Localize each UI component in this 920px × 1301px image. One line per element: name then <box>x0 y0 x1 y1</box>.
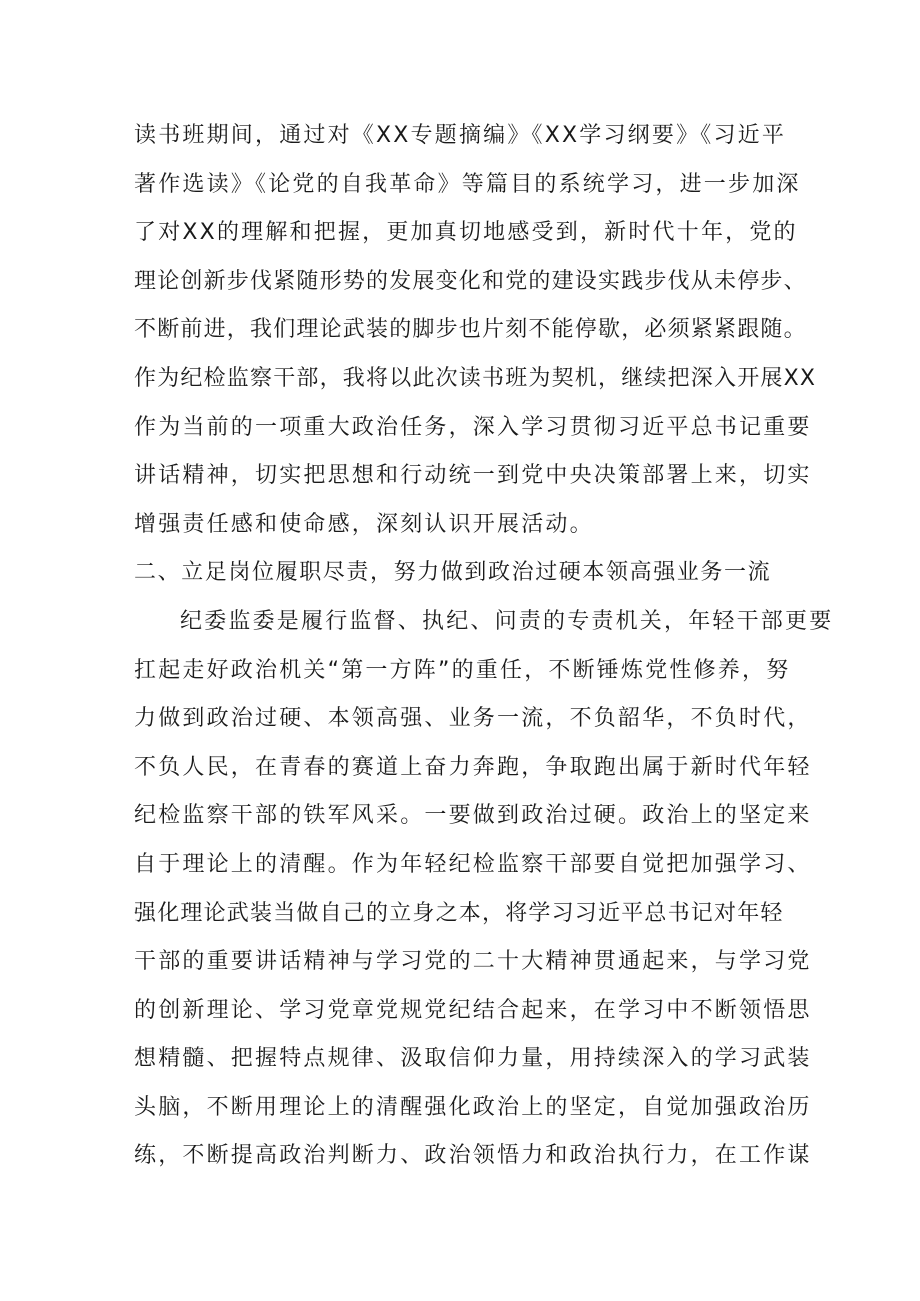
text-line: 想精髓、把握特点规律、汲取信仰力量，用持续深入的学习武装 <box>134 1046 812 1072</box>
text-line: 不断前进，我们理论武装的脚步也片刻不能停歇，必须紧紧跟随。 <box>134 317 807 343</box>
text-line: 理论创新步伐紧随形势的发展变化和党的建设实践步伐从未停步、 <box>134 268 807 294</box>
text-line: 增强责任感和使命感，深刻认识开展活动。 <box>134 511 594 537</box>
section-heading: 二、立足岗位履职尽责，努力做到政治过硬本领高强业务一流 <box>134 560 772 586</box>
text-line: 强化理论武装当做自己的立身之本，将学习习近平总书记对年轻 <box>134 900 784 926</box>
text-line: 不负人民，在青春的赛道上奋力奔跑，争取跑出属于新时代年轻 <box>134 754 812 780</box>
text-line: 讲话精神，切实把思想和行动统一到党中央决策部署上来，切实 <box>134 463 812 489</box>
text-line: 作为纪检监察干部，我将以此次读书班为契机，继续把深入开展XX <box>134 365 817 391</box>
text-line: 著作选读》《论党的自我革命》等篇目的系统学习，进一步加深 <box>134 171 801 197</box>
text-line: 力做到政治过硬、本领高强、业务一流，不负韶华，不负时代， <box>134 706 812 732</box>
text-line: 作为当前的一项重大政治任务，深入学习贯彻习近平总书记重要 <box>134 414 812 440</box>
text-line: 读书班期间，通过对《XX专题摘编》《XX学习纲要》《习近平 <box>134 123 787 148</box>
text-line: 练，不断提高政治判断力、政治领悟力和政治执行力，在工作谋 <box>134 1143 812 1169</box>
text-line: 纪委监委是履行监督、执纪、问责的专责机关，年轻干部更要 <box>180 608 834 634</box>
text-line: 自于理论上的清醒。作为年轻纪检监察干部要自觉把加强学习、 <box>134 851 812 877</box>
text-line: 头脑，不断用理论上的清醒强化政治上的坚定，自觉加强政治历 <box>134 1094 812 1120</box>
text-line: 纪检监察干部的铁军风采。一要做到政治过硬。政治上的坚定来 <box>134 803 812 829</box>
body-text <box>134 112 834 1181</box>
text-line: 干部的重要讲话精神与学习党的二十大精神贯通起来，与学习党 <box>134 949 812 975</box>
text-line: 扛起走好政治机关“第一方阵”的重任，不断锤炼党性修养，努 <box>134 657 791 683</box>
text-line: 的创新理论、学习党章党规党纪结合起来，在学习中不断领悟思 <box>134 997 812 1023</box>
text-line: 了对XX的理解和把握，更加真切地感受到，新时代十年，党的 <box>134 220 798 246</box>
